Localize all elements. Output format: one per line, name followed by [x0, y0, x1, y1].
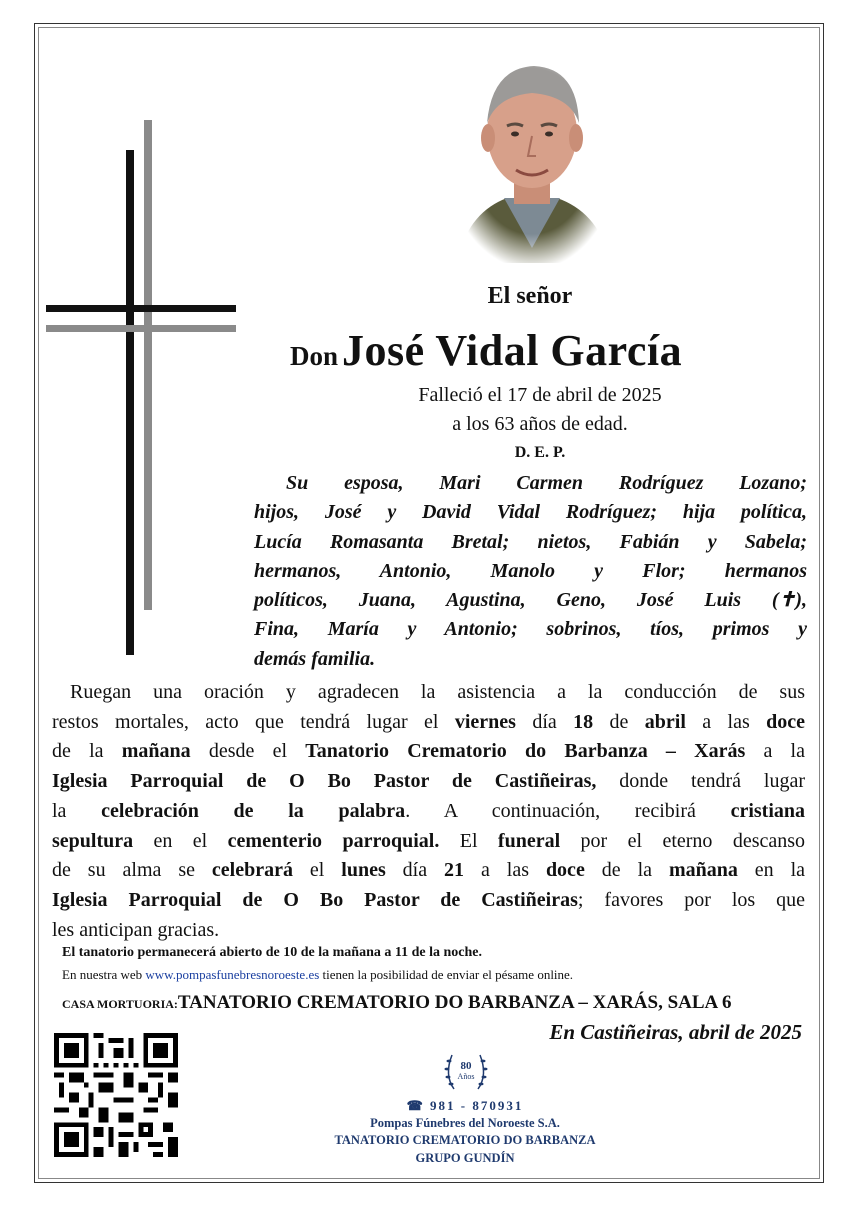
text: En nuestra web [62, 967, 146, 982]
text: en la [737, 859, 806, 882]
paragraph-line [52, 856, 805, 886]
website-link[interactable]: www.pompasfunebresnoroeste.es [145, 967, 320, 982]
text: 21 [444, 859, 465, 882]
opening-hours-note: El tanatorio permanecerá abierto de 10 de la mañana a 11 de la noche. [62, 945, 482, 960]
portrait-photo [452, 48, 612, 263]
funeral-home-label: CASA MORTUORIA: [62, 997, 178, 1011]
text: 18 [573, 710, 594, 733]
text: de [593, 710, 645, 733]
cross-icon [46, 120, 246, 660]
paragraph-line [52, 737, 805, 767]
qr-code-icon[interactable] [54, 1033, 178, 1157]
text: donde tendrá lugar [596, 770, 805, 793]
text: mañana [668, 859, 738, 882]
text: Iglesia Parroquial de O Bo Pastor de Castiñeiras, [52, 770, 597, 793]
family-line: Su esposa, Mari Carmen Rodríguez Lozano; [286, 472, 807, 494]
family-line: hijos, José y David Vidal Rodríguez; hija política, [254, 501, 807, 524]
paragraph-line [52, 916, 805, 946]
text: viernes [454, 710, 516, 733]
logo-number: 80 [460, 1060, 472, 1072]
text: celebración de la palabra [101, 799, 406, 822]
text: ; favores por los que [577, 888, 805, 911]
phone-number: 981 - 870931 [430, 1098, 524, 1113]
text: . A continuación, recibirá [405, 799, 731, 822]
company-tanatorio: TANATORIO CREMATORIO DO BARBANZA [334, 1133, 596, 1147]
deceased-name [290, 325, 810, 376]
text: tienen la posibilidad de enviar el pésame online. [319, 967, 574, 982]
don-title: Don [290, 341, 339, 371]
anniversary-logo-icon [440, 1045, 492, 1097]
text: día [515, 710, 574, 733]
web-note [62, 967, 573, 983]
text: a las [685, 710, 767, 733]
family-line: Lucía Romasanta Bretal; nietos, Fabián y Sabela; [254, 530, 807, 553]
funeral-home [62, 992, 807, 1014]
family-line: hermanos, Antonio, Manolo y Flor; hermanos [254, 559, 807, 582]
text: Tanatorio Crematorio do Barbanza – Xarás [305, 740, 746, 763]
text: Iglesia Parroquial de O Bo Pastor de Castiñeiras [52, 888, 578, 911]
text: cementerio parroquial. [227, 829, 440, 852]
text: la [52, 799, 102, 822]
ceremony-paragraph [52, 678, 805, 945]
text: a las [464, 859, 546, 882]
paragraph-line [52, 886, 805, 916]
family-list [254, 469, 807, 674]
funeral-home-value: TANATORIO CREMATORIO DO BARBANZA – XARÁS, SALA 6 [177, 992, 732, 1013]
company-name: Pompas Fúnebres del Noroeste S.A. [370, 1116, 560, 1130]
text: mañana [121, 740, 191, 763]
text: funeral [497, 829, 561, 852]
text: el [292, 859, 342, 882]
place-date: En Castiñeiras, abril de 2025 [549, 1020, 802, 1044]
text: abril [644, 710, 686, 733]
text: por el eterno descanso [560, 829, 806, 852]
paragraph-line [52, 767, 805, 797]
text: de su alma se [52, 859, 212, 882]
text: en el [133, 829, 228, 852]
paragraph-line [52, 678, 805, 708]
text: de la [584, 859, 669, 882]
rip-text: D. E. P. [514, 444, 566, 461]
logo-text: Años [457, 1072, 475, 1081]
family-line: demás familia. [254, 647, 376, 670]
text: día [385, 859, 445, 882]
company-group: GRUPO GUNDÍN [415, 1151, 515, 1165]
text: desde el [190, 740, 306, 763]
text: celebrará [211, 859, 293, 882]
paragraph-line [52, 797, 805, 827]
text: lunes [341, 859, 386, 882]
phone-icon: ☎ [406, 1098, 431, 1113]
family-line: políticos, Juana, Agustina, Geno, José Luis (✝), [254, 589, 807, 612]
phone [330, 1098, 600, 1114]
text: a la [745, 740, 805, 763]
death-date: Falleció el 17 de abril de 2025 [418, 384, 662, 406]
text: restos mortales, acto que tendrá lugar el [52, 710, 455, 733]
text: Ruegan una oración y agradecen la asistencia a la conducción de sus [70, 681, 805, 703]
paragraph-line [52, 708, 805, 738]
text: doce [766, 710, 805, 733]
full-name: José Vidal García [342, 326, 683, 375]
paragraph-line [52, 827, 805, 857]
text: sepultura [52, 829, 134, 852]
family-line: Fina, María y Antonio; sobrinos, tíos, primos y [254, 618, 807, 641]
text: doce [545, 859, 585, 882]
text: de la [52, 740, 122, 763]
text: El [439, 829, 498, 852]
text: cristiana [730, 799, 805, 822]
honorific-line: El señor [487, 283, 573, 309]
text: les anticipan gracias. [52, 918, 220, 941]
age: a los 63 años de edad. [452, 413, 628, 435]
